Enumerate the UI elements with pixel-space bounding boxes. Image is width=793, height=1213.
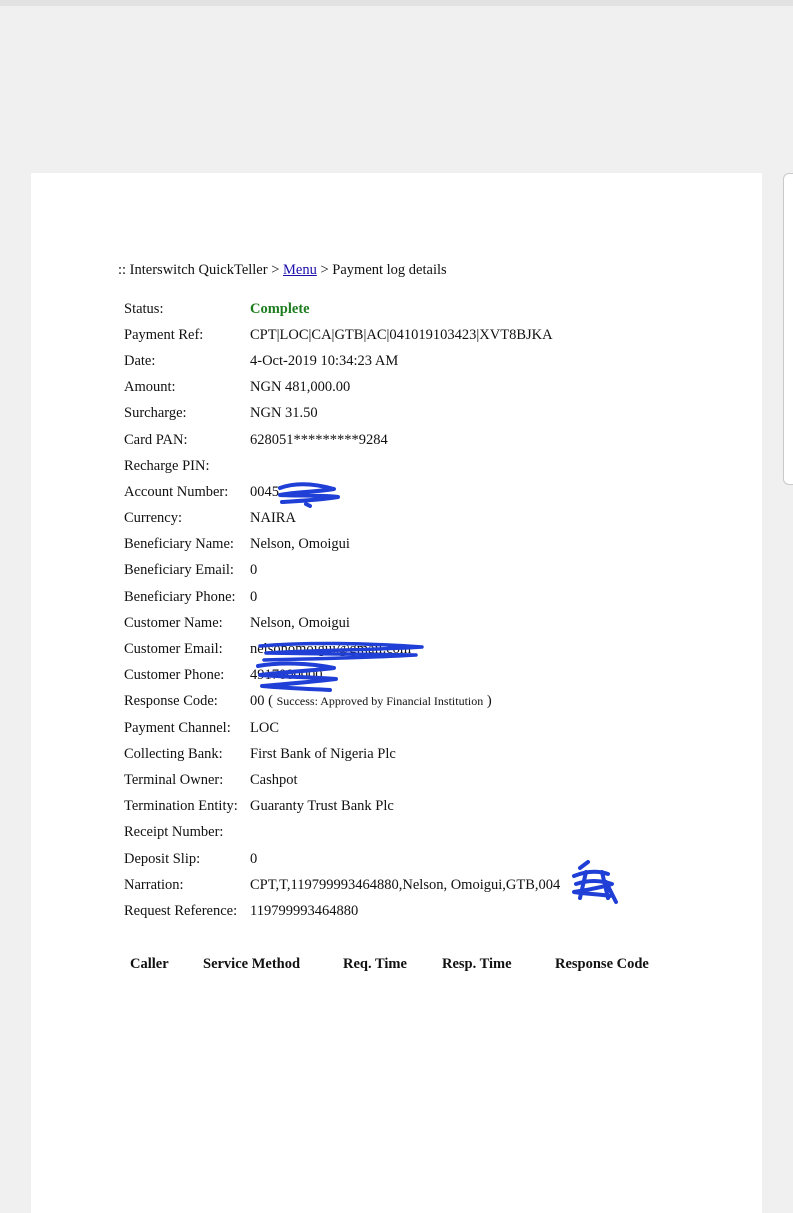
deposit-slip-value: 0 — [250, 850, 258, 867]
scrollbar-thumb[interactable] — [783, 173, 793, 485]
account-number-label: Account Number: — [124, 483, 229, 500]
recharge-pin-value — [250, 453, 560, 479]
row-surcharge — [124, 401, 560, 427]
payment-ref-label: Payment Ref: — [124, 326, 204, 343]
response-code-label: Response Code: — [124, 693, 218, 710]
payment-channel-label: Payment Channel: — [124, 719, 231, 736]
beneficiary-name-value: Nelson, Omoigui — [250, 536, 350, 553]
row-beneficiary-email — [124, 558, 560, 584]
termination-entity-value: Guaranty Trust Bank Plc — [250, 798, 394, 815]
date-label: Date: — [124, 352, 156, 369]
header-service-method: Service Method — [203, 956, 301, 972]
row-receipt-number — [124, 820, 560, 846]
row-card-pan — [124, 427, 560, 453]
row-currency — [124, 506, 560, 532]
customer-phone-label: Customer Phone: — [124, 667, 225, 684]
row-request-reference — [124, 898, 560, 924]
customer-name-label: Customer Name: — [124, 614, 223, 631]
response-code-value: 00 — [250, 693, 265, 710]
row-status — [124, 296, 560, 322]
narration-value: CPT,T,119799993464880,Nelson, Omoigui,GTB,004 — [250, 876, 561, 893]
surcharge-value: NGN 31.50 — [250, 405, 318, 422]
row-beneficiary-name — [124, 532, 560, 558]
response-code-cell — [250, 689, 560, 715]
date-value: 4-Oct-2019 10:34:23 AM — [250, 352, 399, 369]
account-number-value: 0045 — [250, 483, 279, 500]
narration-label: Narration: — [124, 876, 184, 893]
termination-entity-label: Termination Entity: — [124, 798, 238, 815]
row-beneficiary-phone — [124, 584, 560, 610]
customer-name-value: Nelson, Omoigui — [250, 614, 350, 631]
row-termination-entity — [124, 794, 560, 820]
request-reference-label: Request Reference: — [124, 902, 238, 919]
customer-email-value: nelsonomoigui@gmail.com — [250, 641, 412, 658]
breadcrumb-prefix: :: Interswitch QuickTeller > — [118, 262, 284, 278]
response-code-description: Success: Approved by Financial Institution — [276, 694, 484, 709]
customer-email-label: Customer Email: — [124, 641, 223, 658]
terminal-owner-label: Terminal Owner: — [124, 771, 224, 788]
top-toolbar-edge — [0, 0, 793, 6]
row-payment-channel — [124, 715, 560, 741]
deposit-slip-label: Deposit Slip: — [124, 850, 201, 867]
recharge-pin-label: Recharge PIN: — [124, 457, 210, 474]
beneficiary-email-label: Beneficiary Email: — [124, 562, 234, 579]
redaction-scribble-phone — [250, 660, 348, 692]
surcharge-label: Surcharge: — [124, 405, 187, 422]
collecting-bank-value: First Bank of Nigeria Plc — [250, 745, 396, 762]
row-collecting-bank — [124, 741, 560, 767]
payment-details-table — [124, 296, 560, 925]
customer-phone-value: 4917000000 — [250, 667, 323, 684]
beneficiary-email-value: 0 — [250, 562, 258, 579]
amount-label: Amount: — [124, 379, 176, 396]
status-value: Complete — [250, 300, 310, 317]
header-response-code: Response Code — [555, 956, 649, 972]
beneficiary-phone-value: 0 — [250, 588, 258, 605]
row-terminal-owner — [124, 767, 560, 793]
header-req-time: Req. Time — [343, 956, 407, 972]
response-code-paren-close: ) — [483, 693, 492, 710]
status-label: Status: — [124, 300, 164, 317]
payment-ref-value: CPT|LOC|CA|GTB|AC|041019103423|XVT8BJKA — [250, 326, 553, 343]
row-deposit-slip — [124, 846, 560, 872]
row-payment-ref — [124, 322, 560, 348]
collecting-bank-label: Collecting Bank: — [124, 745, 223, 762]
row-date — [124, 348, 560, 374]
row-narration — [124, 872, 560, 898]
menu-link[interactable]: Menu — [283, 262, 317, 278]
payment-channel-value: LOC — [250, 719, 279, 736]
currency-value: NAIRA — [250, 510, 296, 527]
request-reference-value: 119799993464880 — [250, 902, 359, 919]
breadcrumb — [118, 262, 447, 279]
card-pan-label: Card PAN: — [124, 431, 188, 448]
card-pan-value: 628051*********9284 — [250, 431, 388, 448]
beneficiary-name-label: Beneficiary Name: — [124, 536, 234, 553]
row-amount — [124, 375, 560, 401]
receipt-number-label: Receipt Number: — [124, 824, 224, 841]
header-caller: Caller — [130, 956, 169, 972]
amount-value: NGN 481,000.00 — [250, 379, 351, 396]
row-response-code — [124, 689, 560, 715]
header-resp-time: Resp. Time — [442, 956, 512, 972]
row-customer-name — [124, 610, 560, 636]
beneficiary-phone-label: Beneficiary Phone: — [124, 588, 236, 605]
receipt-number-value — [250, 820, 560, 846]
breadcrumb-suffix: > Payment log details — [316, 262, 447, 278]
redaction-scribble-narration — [566, 858, 620, 908]
response-code-paren-open: ( — [264, 693, 277, 710]
row-account-number — [124, 479, 560, 505]
currency-label: Currency: — [124, 510, 182, 527]
terminal-owner-value: Cashpot — [250, 771, 298, 788]
redaction-scribble-account — [276, 480, 342, 508]
row-recharge-pin — [124, 453, 560, 479]
